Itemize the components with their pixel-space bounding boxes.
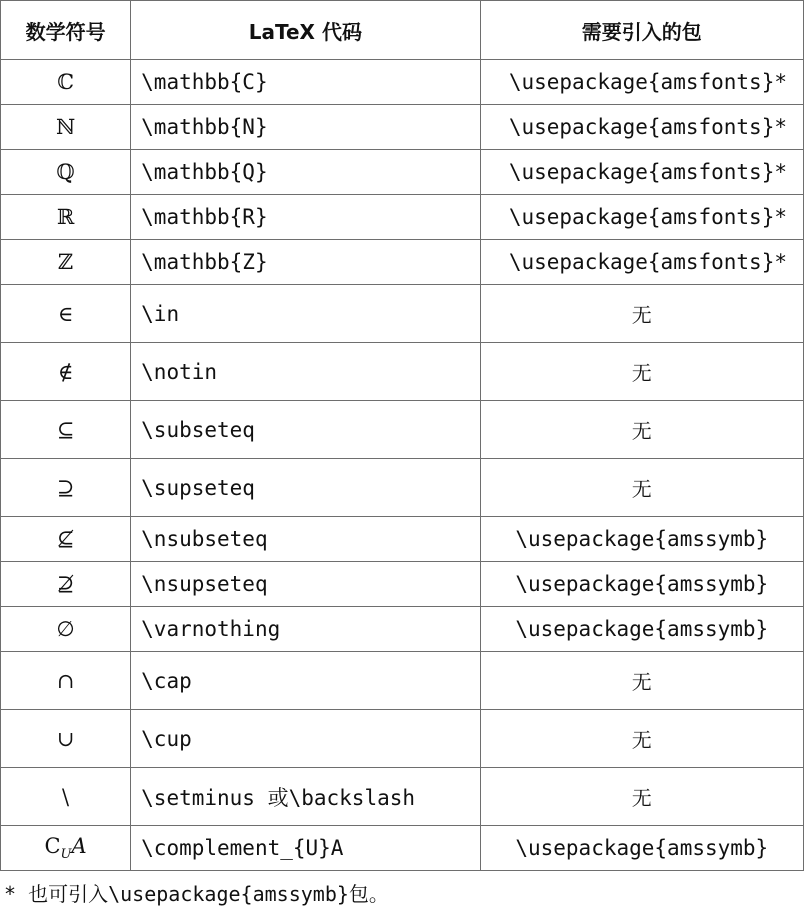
symbol-cell: ∉: [1, 343, 131, 401]
package-cell: 无: [480, 652, 803, 710]
symbol-cell: ∅: [1, 607, 131, 652]
table-row: [1, 401, 804, 459]
code-cell: \nsupseteq: [131, 562, 480, 607]
symbol-cell: ℂ: [1, 60, 131, 105]
symbol-cell: ⊉: [1, 562, 131, 607]
table-row: [1, 105, 804, 150]
symbol-cell: ⊇: [1, 459, 131, 517]
code-cell: \subseteq: [131, 401, 480, 459]
table-row: [1, 562, 804, 607]
table-row: [1, 710, 804, 768]
header-required-package: 需要引入的包: [480, 1, 803, 60]
table-row: [1, 652, 804, 710]
symbol-cell: ℤ: [1, 240, 131, 285]
table-row: [1, 60, 804, 105]
package-cell: \usepackage{amssymb}: [480, 607, 803, 652]
code-cell: \supseteq: [131, 459, 480, 517]
symbol-cell: ℝ: [1, 195, 131, 240]
symbol-cell: ∪: [1, 710, 131, 768]
package-cell: \usepackage{amsfonts}*: [480, 60, 803, 105]
code-cell: \notin: [131, 343, 480, 401]
package-cell: 无: [480, 343, 803, 401]
complement-base: C: [44, 833, 61, 858]
symbol-cell: [1, 826, 131, 871]
code-cell: \in: [131, 285, 480, 343]
table-row: [1, 768, 804, 826]
package-cell: 无: [480, 401, 803, 459]
symbol-cell: ℚ: [1, 150, 131, 195]
code-cell: \complement_{U}A: [131, 826, 480, 871]
code-cell: \mathbb{R}: [131, 195, 480, 240]
package-cell: \usepackage{amssymb}: [480, 562, 803, 607]
symbol-cell: ∈: [1, 285, 131, 343]
package-cell: \usepackage{amssymb}: [480, 826, 803, 871]
table-row: [1, 150, 804, 195]
package-cell: 无: [480, 459, 803, 517]
symbol-cell: ⊈: [1, 517, 131, 562]
complement-subscript: U: [60, 847, 72, 863]
code-cell: \mathbb{Z}: [131, 240, 480, 285]
table-row: [1, 285, 804, 343]
package-cell: \usepackage{amsfonts}*: [480, 150, 803, 195]
code-cell: \cup: [131, 710, 480, 768]
package-cell: \usepackage{amsfonts}*: [480, 105, 803, 150]
code-cell: \cap: [131, 652, 480, 710]
header-latex-code: LaTeX 代码: [131, 1, 480, 60]
symbol-cell: ⊆: [1, 401, 131, 459]
table-row: [1, 459, 804, 517]
footnote: * 也可引入\usepackage{amssymb}包。: [4, 882, 389, 906]
header-row: [1, 1, 804, 60]
code-cell: \setminus 或\backslash: [131, 768, 480, 826]
code-cell: \nsubseteq: [131, 517, 480, 562]
code-cell: \varnothing: [131, 607, 480, 652]
package-cell: \usepackage{amsfonts}*: [480, 195, 803, 240]
package-cell: 无: [480, 768, 803, 826]
table-row: [1, 517, 804, 562]
package-cell: 无: [480, 285, 803, 343]
package-cell: \usepackage{amssymb}: [480, 517, 803, 562]
table-row: [1, 343, 804, 401]
table-row: [1, 607, 804, 652]
package-cell: 无: [480, 710, 803, 768]
code-cell: \mathbb{Q}: [131, 150, 480, 195]
package-cell: \usepackage{amsfonts}*: [480, 240, 803, 285]
symbol-cell: ∩: [1, 652, 131, 710]
symbol-cell: \: [1, 768, 131, 826]
symbol-cell: ℕ: [1, 105, 131, 150]
code-cell: \mathbb{N}: [131, 105, 480, 150]
header-math-symbol: 数学符号: [1, 1, 131, 60]
table-row: [1, 826, 804, 871]
table-row: [1, 195, 804, 240]
code-cell: \mathbb{C}: [131, 60, 480, 105]
complement-argument: A: [71, 833, 87, 858]
table-row: [1, 240, 804, 285]
